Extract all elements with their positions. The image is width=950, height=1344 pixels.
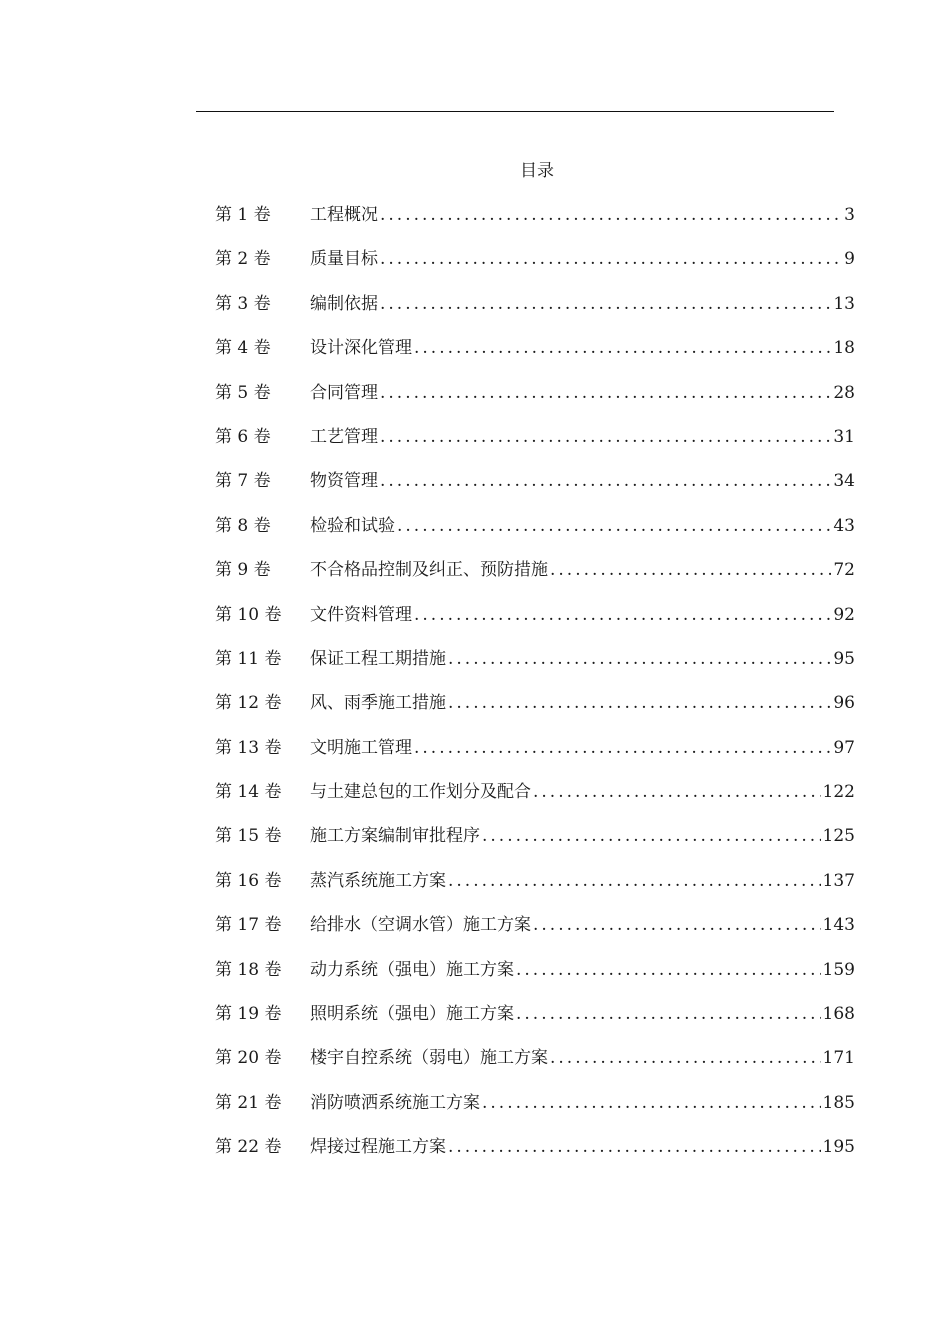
toc-entry-body — [310, 866, 855, 891]
dot-leader — [380, 205, 842, 225]
toc-volume-label: 第 22 卷 — [215, 1137, 282, 1158]
toc-entry-title[interactable]: 工艺管理 — [310, 426, 378, 447]
toc-entry-title[interactable]: 与土建总包的工作划分及配合 — [310, 782, 531, 803]
toc-entry[interactable] — [215, 1043, 855, 1087]
toc-entry-body — [310, 511, 855, 536]
dot-leader — [414, 738, 831, 758]
dot-leader — [448, 871, 821, 891]
toc-page-number: 159 — [822, 959, 855, 980]
toc-volume-label: 第 2 卷 — [215, 249, 271, 270]
toc-volume-label: 第 18 卷 — [215, 959, 282, 980]
toc-entry-body — [310, 1043, 855, 1068]
toc-volume-label: 第 13 卷 — [215, 737, 282, 758]
dot-leader — [516, 960, 821, 980]
dot-leader — [380, 249, 842, 269]
toc-entry-title[interactable]: 质量目标 — [310, 249, 378, 270]
toc-entry-body — [310, 1088, 855, 1113]
toc-entry-body — [310, 200, 855, 225]
toc-page-number: 31 — [833, 426, 855, 447]
dot-leader — [482, 826, 821, 846]
toc-entry[interactable] — [215, 910, 855, 954]
dot-leader — [397, 516, 831, 536]
toc-entry-title[interactable]: 照明系统（强电）施工方案 — [310, 1004, 514, 1025]
toc-volume-label: 第 15 卷 — [215, 826, 282, 847]
toc-entry-title[interactable]: 设计深化管理 — [310, 338, 412, 359]
dot-leader — [380, 294, 831, 314]
toc-volume-label: 第 8 卷 — [215, 515, 271, 536]
toc-entry[interactable] — [215, 1132, 855, 1176]
toc-entry[interactable] — [215, 378, 855, 422]
toc-entry-body — [310, 333, 855, 358]
toc-entry-body — [310, 910, 855, 935]
toc-list — [215, 200, 855, 1177]
toc-entry[interactable] — [215, 777, 855, 821]
toc-volume-label: 第 19 卷 — [215, 1004, 282, 1025]
toc-entry-title[interactable]: 编制依据 — [310, 293, 378, 314]
toc-page-number: 168 — [822, 1004, 855, 1025]
toc-entry-body — [310, 555, 855, 580]
toc-page-number: 171 — [822, 1048, 855, 1069]
toc-volume-label: 第 6 卷 — [215, 426, 271, 447]
toc-entry[interactable] — [215, 821, 855, 865]
toc-page-number: 97 — [833, 737, 855, 758]
toc-entry[interactable] — [215, 644, 855, 688]
dot-leader — [516, 1004, 821, 1024]
toc-page-number: 122 — [822, 782, 855, 803]
toc-entry[interactable] — [215, 244, 855, 288]
toc-entry-body — [310, 733, 855, 758]
toc-entry-body — [310, 688, 855, 713]
dot-leader — [482, 1093, 821, 1113]
toc-volume-label: 第 4 卷 — [215, 338, 271, 359]
toc-volume-label: 第 1 卷 — [215, 205, 271, 225]
toc-volume-label: 第 9 卷 — [215, 560, 271, 581]
toc-page-number: 96 — [833, 693, 855, 714]
toc-page-number: 143 — [822, 915, 855, 936]
toc-entry-title[interactable]: 不合格品控制及纠正、预防措施 — [310, 560, 548, 581]
toc-entry[interactable] — [215, 555, 855, 599]
toc-volume-label: 第 17 卷 — [215, 915, 282, 936]
toc-entry[interactable] — [215, 999, 855, 1043]
toc-volume-label: 第 12 卷 — [215, 693, 282, 714]
toc-entry-body — [310, 777, 855, 802]
toc-entry[interactable] — [215, 688, 855, 732]
toc-entry-body — [310, 955, 855, 980]
dot-leader — [414, 605, 831, 625]
toc-entry[interactable] — [215, 866, 855, 910]
toc-entry-title[interactable]: 检验和试验 — [310, 515, 395, 536]
toc-entry[interactable] — [215, 600, 855, 644]
toc-entry-title[interactable]: 保证工程工期措施 — [310, 648, 446, 669]
toc-entry-body — [310, 999, 855, 1024]
toc-entry-title[interactable]: 施工方案编制审批程序 — [310, 826, 480, 847]
toc-entry-body — [310, 289, 855, 314]
toc-entry[interactable] — [215, 200, 855, 244]
toc-entry-title[interactable]: 给排水（空调水管）施工方案 — [310, 915, 531, 936]
toc-page-number: 28 — [833, 382, 855, 403]
dot-leader — [550, 1048, 821, 1068]
dot-leader — [448, 693, 831, 713]
header-rule — [196, 111, 834, 112]
toc-volume-label: 第 14 卷 — [215, 782, 282, 803]
dot-leader — [380, 383, 831, 403]
dot-leader — [380, 471, 831, 491]
toc-page-number: 95 — [833, 648, 855, 669]
toc-entry-body — [310, 600, 855, 625]
toc-entry-title[interactable]: 工程概况 — [310, 205, 378, 225]
toc-volume-label: 第 20 卷 — [215, 1048, 282, 1069]
toc-entry[interactable] — [215, 466, 855, 510]
toc-entry-body — [310, 378, 855, 403]
dot-leader — [448, 649, 831, 669]
toc-entry-title[interactable]: 文明施工管理 — [310, 737, 412, 758]
toc-entry[interactable] — [215, 289, 855, 333]
toc-page-number: 195 — [822, 1137, 855, 1158]
dot-leader — [533, 782, 821, 802]
toc-entry-title[interactable]: 物资管理 — [310, 471, 378, 492]
toc-volume-label: 第 7 卷 — [215, 471, 271, 492]
toc-entry-title[interactable]: 合同管理 — [310, 382, 378, 403]
toc-page-number: 9 — [844, 249, 855, 270]
toc-page-number: 137 — [822, 870, 855, 891]
toc-entry-body — [310, 821, 855, 846]
toc-page-number: 13 — [833, 293, 855, 314]
toc-entry[interactable] — [215, 1088, 855, 1132]
toc-page-number: 3 — [844, 205, 855, 225]
toc-page-number: 185 — [822, 1092, 855, 1113]
toc-entry-body — [310, 644, 855, 669]
dot-leader — [533, 915, 821, 935]
toc-entry[interactable] — [215, 733, 855, 777]
dot-leader — [550, 560, 831, 580]
toc-page-number: 125 — [822, 826, 855, 847]
toc-entry[interactable] — [215, 422, 855, 466]
toc-volume-label: 第 5 卷 — [215, 382, 271, 403]
toc-entry-title[interactable]: 文件资料管理 — [310, 604, 412, 625]
dot-leader — [414, 338, 831, 358]
dot-leader — [448, 1137, 821, 1157]
toc-volume-label: 第 11 卷 — [215, 648, 282, 669]
toc-volume-label: 第 3 卷 — [215, 293, 271, 314]
toc-page-number: 34 — [833, 471, 855, 492]
dot-leader — [380, 427, 831, 447]
toc-entry-body — [310, 422, 855, 447]
toc-entry[interactable] — [215, 333, 855, 377]
toc-entry[interactable] — [215, 511, 855, 555]
toc-volume-label: 第 16 卷 — [215, 870, 282, 891]
toc-entry-body — [310, 244, 855, 269]
toc-page-number: 18 — [833, 338, 855, 359]
toc-entry-title[interactable]: 蒸汽系统施工方案 — [310, 870, 446, 891]
toc-entry-body — [310, 1132, 855, 1157]
toc-page-number: 72 — [833, 560, 855, 581]
toc-entry-title[interactable]: 焊接过程施工方案 — [310, 1137, 446, 1158]
toc-page-number: 43 — [833, 515, 855, 536]
toc-entry-title[interactable]: 动力系统（强电）施工方案 — [310, 959, 514, 980]
toc-title: 目录 — [520, 161, 554, 181]
toc-entry-title[interactable]: 消防喷洒系统施工方案 — [310, 1092, 480, 1113]
toc-volume-label: 第 10 卷 — [215, 604, 282, 625]
toc-page-number: 92 — [833, 604, 855, 625]
toc-entry-body — [310, 466, 855, 491]
toc-volume-label: 第 21 卷 — [215, 1092, 282, 1113]
toc-entry-title[interactable]: 风、雨季施工措施 — [310, 693, 446, 714]
toc-entry[interactable] — [215, 955, 855, 999]
toc-entry-title[interactable]: 楼宇自控系统（弱电）施工方案 — [310, 1048, 548, 1069]
